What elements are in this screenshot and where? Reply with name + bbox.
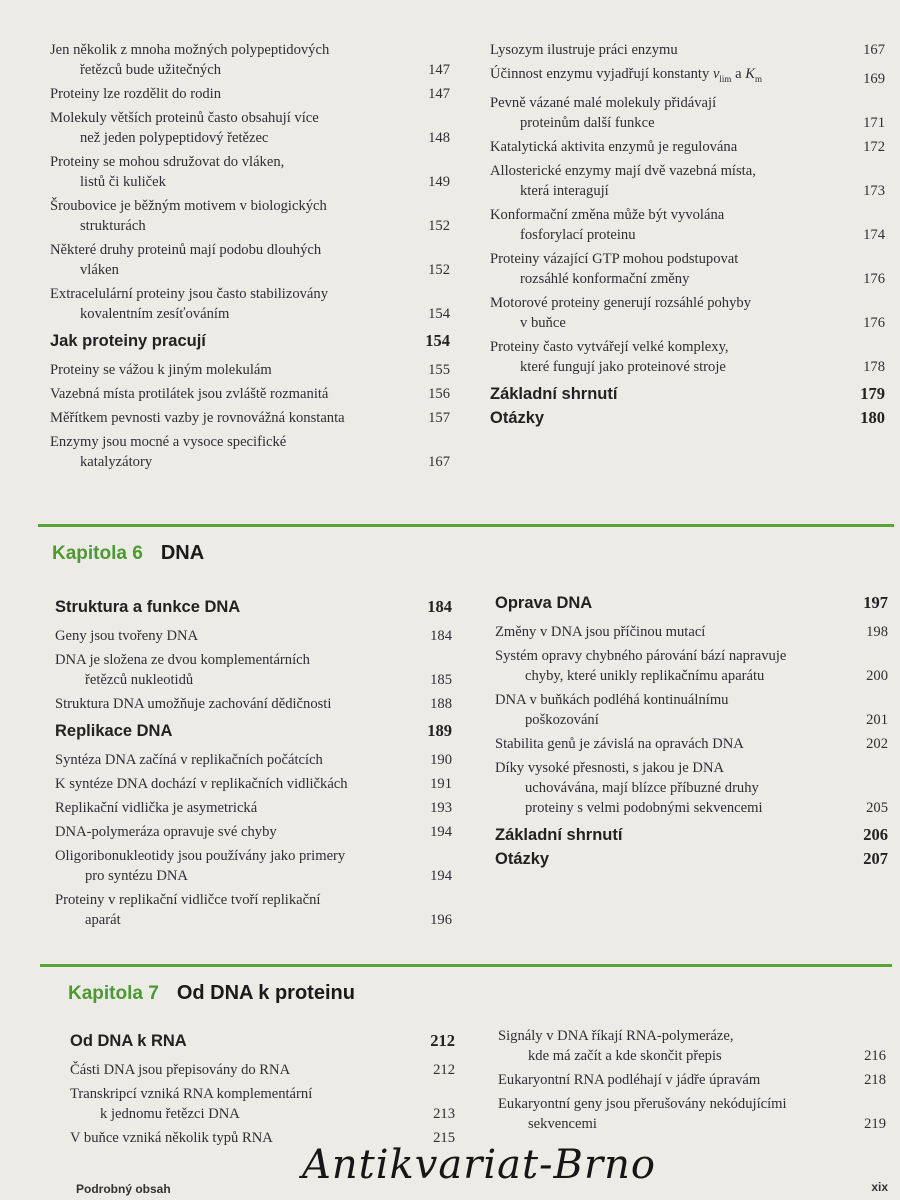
questions-heading: Otázky 207 <box>495 849 888 868</box>
toc-entry: Proteiny se vážou k jiným molekulám 155 <box>50 362 450 378</box>
page-number: 218 <box>864 1072 886 1088</box>
page-number: 152 <box>428 218 450 234</box>
toc-entry: DNA v buňkách podléhá kontinuálnímu poškozování 201 <box>495 692 888 728</box>
chapter-rule <box>40 964 892 967</box>
page-number: 207 <box>863 849 888 868</box>
toc-entry: Proteiny často vytvářejí velké komplexy, které fungují jako proteinové stroje 178 <box>490 338 885 375</box>
page-number: 184 <box>427 597 452 616</box>
page-number: 189 <box>427 721 452 740</box>
toc-entry: Eukaryontní RNA podléhají v jádře úpravám 218 <box>498 1072 886 1088</box>
page-number: 173 <box>863 182 885 199</box>
page-number: 154 <box>428 306 450 322</box>
questions-heading: Otázky 180 <box>490 407 885 427</box>
toc-entry: Šroubovice je běžným motivem v biologických strukturách 152 <box>50 198 450 234</box>
toc-entry: Transkripcí vzniká RNA komplementární k jednomu řetězci DNA 213 <box>70 1086 455 1122</box>
chapter-rule <box>38 524 894 527</box>
page-number: 176 <box>863 270 885 287</box>
page-number: 212 <box>433 1062 455 1078</box>
toc-entry: Proteiny v replikační vidličce tvoří replikační aparát 196 <box>55 892 452 928</box>
toc-entry: Lysozym ilustruje práci enzymu 167 <box>490 42 885 58</box>
page-number: 167 <box>863 42 885 58</box>
toc-entry: Oligoribonukleotidy jsou používány jako primery pro syntézu DNA 194 <box>55 848 452 884</box>
toc-entry: Měřítkem pevnosti vazby je rovnovážná konstanta 157 <box>50 410 450 426</box>
toc-entry: Změny v DNA jsou příčinou mutací 198 <box>495 624 888 640</box>
toc-entry: Struktura DNA umožňuje zachování dědičnosti 188 <box>55 696 452 712</box>
page-number: 198 <box>866 624 888 640</box>
page-number: 176 <box>863 314 885 331</box>
watermark-text: Antikvariat-Brno <box>302 1142 656 1188</box>
page-number: 190 <box>430 752 452 768</box>
summary-heading: Základní shrnutí 179 <box>490 383 885 403</box>
page-number: 197 <box>863 593 888 612</box>
page-number: 219 <box>864 1116 886 1132</box>
toc-entry: Katalytická aktivita enzymů je regulována 172 <box>490 138 885 155</box>
toc-column-ch7-right <box>498 1026 886 1138</box>
page-number: 147 <box>428 62 450 78</box>
page-number: 184 <box>430 628 452 644</box>
page-number: 201 <box>866 712 888 728</box>
page-number: 154 <box>425 331 450 350</box>
toc-entry: Eukaryontní geny jsou přerušovány nekódujícími sekvencemi 219 <box>498 1096 886 1132</box>
page-number: 169 <box>863 70 885 87</box>
page-number: 200 <box>866 668 888 684</box>
toc-entry: Motorové proteiny generují rozsáhlé pohyby v buňce 176 <box>490 294 885 331</box>
page-number: 185 <box>430 672 452 688</box>
toc-column-ch6-right <box>495 586 888 878</box>
page-number: 147 <box>428 86 450 102</box>
toc-entry: Signály v DNA říkají RNA-polymeráze, kde má začít a kde skončit přepis 216 <box>498 1028 886 1064</box>
toc-entry: Extracelulární proteiny jsou často stabilizovány kovalentním zesíťováním 154 <box>50 286 450 322</box>
toc-entry: Enzymy jsou mocné a vysoce specifické katalyzátory 167 <box>50 434 450 470</box>
page-number: 156 <box>428 386 450 402</box>
toc-entry: K syntéze DNA dochází v replikačních vidličkách 191 <box>55 776 452 792</box>
toc-entry: Stabilita genů je závislá na opravách DNA 202 <box>495 736 888 752</box>
page-number: 178 <box>863 358 885 375</box>
toc-entry: Syntéza DNA začíná v replikačních počátcích 190 <box>55 752 452 768</box>
toc-entry: Účinnost enzymu vyjadřují konstanty $v_{lim}$ a $K_m$ 169 <box>490 66 885 87</box>
page-number: 215 <box>433 1130 455 1146</box>
toc-entry: Díky vysoké přesnosti, s jakou je DNA uchovávána, mají blízce příbuzné druhy proteiny s velmi podobnými sekvencemi 205 <box>495 760 888 816</box>
page-number: 149 <box>428 174 450 190</box>
toc-entry: Části DNA jsou přepisovány do RNA 212 <box>70 1062 455 1078</box>
chapter-heading <box>68 982 355 1005</box>
page-number: 196 <box>430 912 452 928</box>
page-number: 157 <box>428 410 450 426</box>
toc-entry: Konformační změna může být vyvolána fosforylací proteinu 174 <box>490 206 885 243</box>
section-heading: Od DNA k RNA 212 <box>70 1031 455 1050</box>
page-number: 193 <box>430 800 452 816</box>
page-number: 213 <box>433 1106 455 1122</box>
page-number: 206 <box>863 825 888 844</box>
page-number: 155 <box>428 362 450 378</box>
page-number: 191 <box>430 776 452 792</box>
toc-entry: Jen několik z mnoha možných polypeptidových řetězců bude užitečných 147 <box>50 42 450 78</box>
chapter-title: Od DNA k proteinu <box>176 982 355 1004</box>
toc-entry: Replikační vidlička je asymetrická 193 <box>55 800 452 816</box>
toc-entry: Proteiny lze rozdělit do rodin 147 <box>50 86 450 102</box>
page-number: 188 <box>430 696 452 712</box>
summary-heading: Základní shrnutí 206 <box>495 825 888 844</box>
page-number: 171 <box>863 114 885 131</box>
section-heading: Jak proteiny pracují 154 <box>50 331 450 350</box>
section-heading: Replikace DNA 189 <box>55 721 452 740</box>
page-number: 180 <box>860 407 885 427</box>
page-number: 202 <box>866 736 888 752</box>
chapter-title: DNA <box>160 542 205 564</box>
toc-entry: V buňce vzniká několik typů RNA 215 <box>70 1130 455 1146</box>
page-number: 216 <box>864 1048 886 1064</box>
toc-entry: Allosterické enzymy mají dvě vazebná místa, která interagují 173 <box>490 162 885 199</box>
toc-entry: Pevně vázané malé molekuly přidávají proteinům další funkce 171 <box>490 94 885 131</box>
section-heading: Struktura a funkce DNA 184 <box>55 597 452 616</box>
toc-column-ch5-right <box>490 40 885 437</box>
page-number: 172 <box>863 138 885 155</box>
page-number: 174 <box>863 226 885 243</box>
page-number: 148 <box>428 130 450 146</box>
toc-entry: DNA-polymeráza opravuje své chyby 194 <box>55 824 452 840</box>
chapter-heading <box>52 542 204 565</box>
toc-column-ch6-left <box>55 590 452 934</box>
page-number: 212 <box>430 1031 455 1050</box>
toc-entry: DNA je složena ze dvou komplementárních řetězců nukleotidů 185 <box>55 652 452 688</box>
toc-entry: Molekuly větších proteinů často obsahují více než jeden polypeptidový řetězec 148 <box>50 110 450 146</box>
toc-entry: Proteiny se mohou sdružovat do vláken, listů či kuliček 149 <box>50 154 450 190</box>
toc-entry: Geny jsou tvořeny DNA 184 <box>55 628 452 644</box>
toc-column-ch7-left <box>70 1024 455 1152</box>
page-number: 194 <box>430 824 452 840</box>
toc-entry: Vazebná místa protilátek jsou zvláště rozmanitá 156 <box>50 386 450 402</box>
page-number: 167 <box>428 454 450 470</box>
toc-entry: Systém opravy chybného párování bází napravuje chyby, které unikly replikačnímu aparátu 200 <box>495 648 888 684</box>
chapter-number: Kapitola 6 <box>52 543 143 564</box>
page-number: 205 <box>866 800 888 816</box>
page-number: 194 <box>430 868 452 884</box>
toc-entry: Proteiny vázající GTP mohou podstupovat rozsáhlé konformační změny 176 <box>490 250 885 287</box>
page-number: 179 <box>860 383 885 403</box>
section-heading: Oprava DNA 197 <box>495 593 888 612</box>
toc-column-ch5-left <box>50 40 450 476</box>
toc-entry: Některé druhy proteinů mají podobu dlouhých vláken 152 <box>50 242 450 278</box>
footer-title: Podrobný obsah <box>76 1182 171 1196</box>
footer-page-number: xix <box>871 1180 888 1194</box>
chapter-number: Kapitola 7 <box>68 983 159 1004</box>
page-number: 152 <box>428 262 450 278</box>
